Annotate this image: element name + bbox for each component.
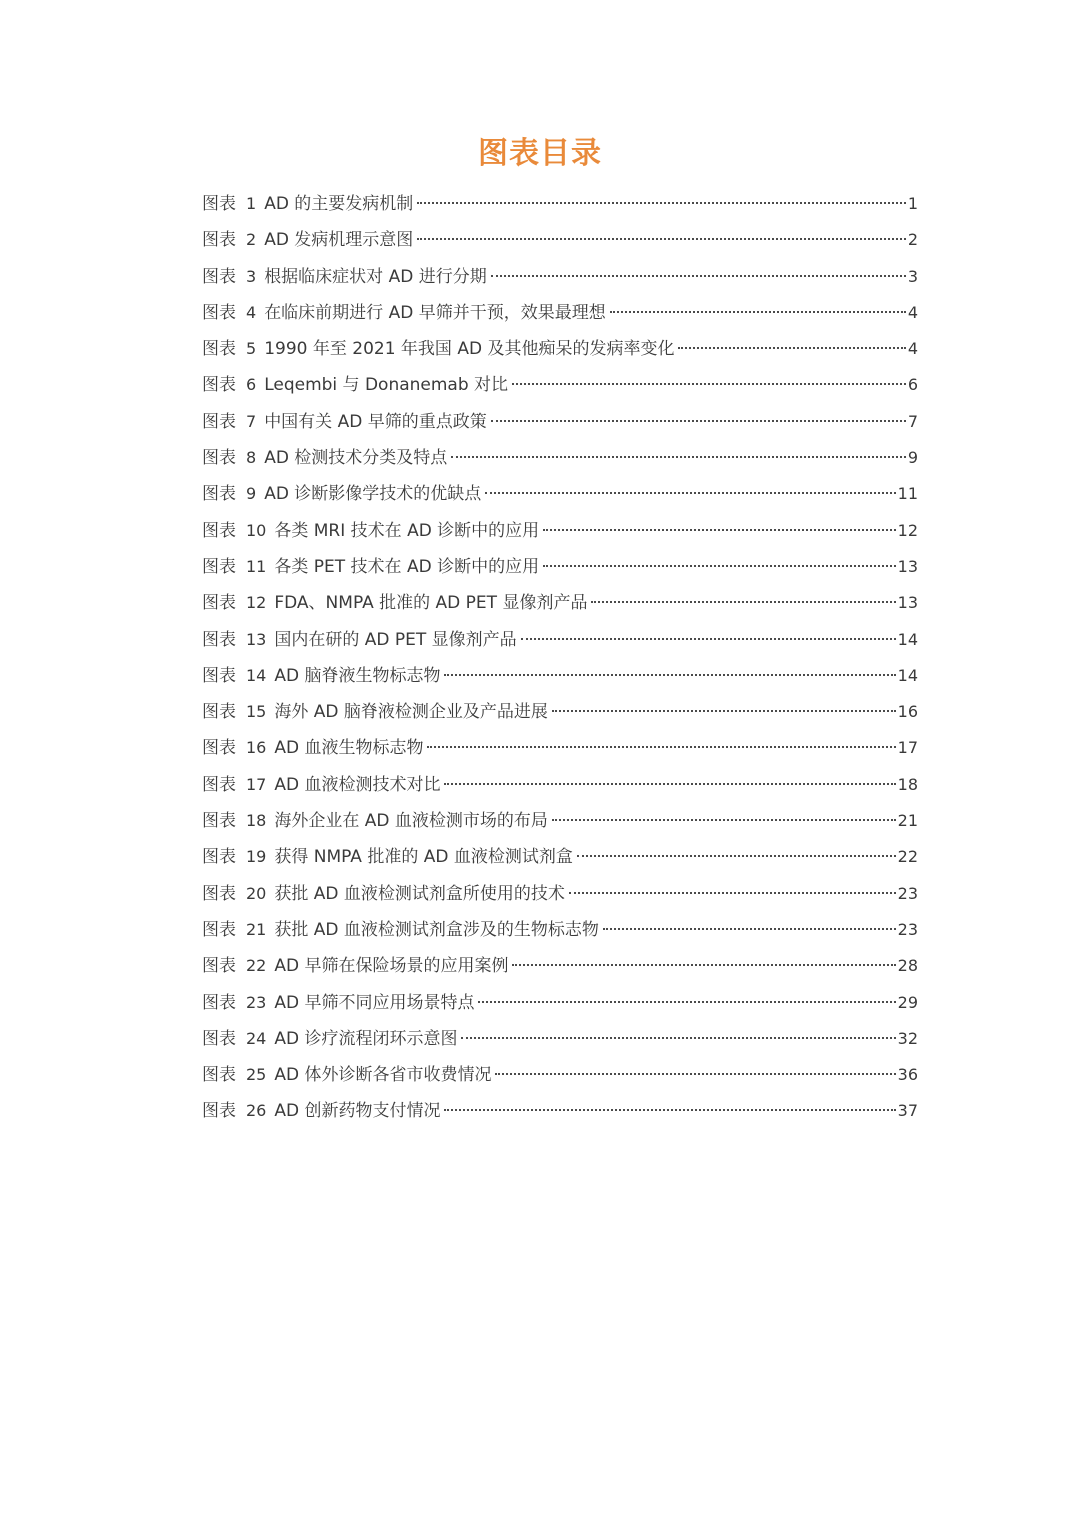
toc-dot-leader xyxy=(491,275,906,277)
toc-entry-prefix: 图表 xyxy=(202,1065,236,1086)
toc-dot-leader xyxy=(591,601,895,603)
figure-toc-list xyxy=(202,186,918,1130)
toc-entry-number: 1 xyxy=(246,194,257,213)
toc-entry-number: 11 xyxy=(246,556,267,576)
toc-entry-title: AD 血液生物标志物 xyxy=(274,738,424,759)
toc-entry-number: 10 xyxy=(246,520,267,540)
toc-entry-title: FDA、NMPA 批准的 AD PET 显像剂产品 xyxy=(274,593,588,614)
toc-entry-number: 17 xyxy=(246,774,267,794)
toc-entry-page: 4 xyxy=(907,339,918,359)
toc-entry[interactable] xyxy=(202,658,918,694)
toc-dot-leader xyxy=(521,638,896,640)
toc-entry[interactable] xyxy=(202,767,918,803)
toc-entry-number: 5 xyxy=(246,339,257,359)
toc-entry[interactable] xyxy=(202,622,918,658)
toc-entry-page: 14 xyxy=(897,629,918,649)
toc-entry-title: AD 血液检测技术对比 xyxy=(274,774,441,795)
toc-entry-page: 13 xyxy=(897,556,918,576)
toc-entry-prefix: 图表 xyxy=(202,956,236,977)
toc-dot-leader xyxy=(451,456,906,458)
page-title: 图表目录 xyxy=(478,136,602,171)
toc-entry[interactable] xyxy=(202,186,918,222)
toc-entry[interactable] xyxy=(202,295,918,331)
toc-entry[interactable] xyxy=(202,476,918,512)
toc-dot-leader xyxy=(444,674,895,676)
toc-dot-leader xyxy=(495,1073,895,1075)
toc-entry-prefix: 图表 xyxy=(202,520,236,541)
toc-entry-prefix: 图表 xyxy=(202,593,236,614)
toc-entry-prefix: 图表 xyxy=(202,847,236,868)
toc-entry-number: 6 xyxy=(246,375,257,395)
toc-dot-leader xyxy=(512,964,895,966)
toc-entry-page: 22 xyxy=(897,847,918,867)
toc-entry-page: 12 xyxy=(897,520,918,540)
toc-entry-title: 根据临床症状对 AD 进行分期 xyxy=(264,266,487,287)
toc-dot-leader xyxy=(417,202,906,204)
toc-entry-number: 14 xyxy=(246,665,267,685)
toc-entry-title: 获批 AD 血液检测试剂盒所使用的技术 xyxy=(274,883,565,904)
toc-entry-title: AD 早筛在保险场景的应用案例 xyxy=(274,956,509,977)
toc-entry[interactable] xyxy=(202,404,918,440)
toc-entry-page: 37 xyxy=(897,1101,918,1121)
toc-entry-page: 6 xyxy=(907,375,918,395)
toc-dot-leader xyxy=(543,565,896,567)
toc-entry-number: 21 xyxy=(246,919,267,939)
toc-entry-prefix: 图表 xyxy=(202,811,236,832)
toc-entry-prefix: 图表 xyxy=(202,629,236,650)
toc-entry-prefix: 图表 xyxy=(202,1101,236,1122)
toc-entry-page: 13 xyxy=(897,593,918,613)
toc-dot-leader xyxy=(552,710,896,712)
toc-entry[interactable] xyxy=(202,876,918,912)
toc-entry-page: 4 xyxy=(907,302,918,322)
toc-dot-leader xyxy=(444,1109,895,1111)
toc-entry-number: 2 xyxy=(246,230,257,250)
toc-entry-title: 在临床前期进行 AD 早筛并干预，效果最理想 xyxy=(264,302,606,323)
toc-entry-page: 23 xyxy=(897,883,918,903)
toc-dot-leader xyxy=(461,1037,895,1039)
toc-entry-title: AD 发病机理示意图 xyxy=(264,230,414,251)
toc-entry-title: AD 检测技术分类及特点 xyxy=(264,448,448,469)
toc-entry-prefix: 图表 xyxy=(202,556,236,577)
toc-entry-title: AD 体外诊断各省市收费情况 xyxy=(274,1065,492,1086)
toc-entry-page: 32 xyxy=(897,1028,918,1048)
toc-entry-number: 24 xyxy=(246,1028,267,1048)
toc-entry[interactable] xyxy=(202,694,918,730)
toc-entry[interactable] xyxy=(202,259,918,295)
toc-entry-page: 21 xyxy=(897,811,918,831)
toc-entry-prefix: 图表 xyxy=(202,702,236,723)
toc-entry[interactable] xyxy=(202,1057,918,1093)
toc-entry-prefix: 图表 xyxy=(202,448,236,469)
toc-entry[interactable] xyxy=(202,331,918,367)
toc-entry-number: 8 xyxy=(246,448,257,468)
toc-entry-title: 获批 AD 血液检测试剂盒涉及的生物标志物 xyxy=(274,919,599,940)
toc-entry[interactable] xyxy=(202,803,918,839)
toc-dot-leader xyxy=(543,529,895,531)
toc-entry[interactable] xyxy=(202,839,918,875)
toc-entry-page: 36 xyxy=(897,1065,918,1085)
toc-entry-page: 7 xyxy=(907,411,918,431)
toc-entry-number: 19 xyxy=(246,847,267,867)
toc-entry[interactable] xyxy=(202,1093,918,1129)
toc-dot-leader xyxy=(577,855,896,857)
toc-entry[interactable] xyxy=(202,730,918,766)
toc-entry[interactable] xyxy=(202,912,918,948)
toc-entry-number: 22 xyxy=(246,956,267,976)
toc-entry-prefix: 图表 xyxy=(202,266,236,287)
toc-entry-number: 26 xyxy=(246,1101,267,1121)
toc-entry-number: 4 xyxy=(246,302,257,322)
toc-entry-prefix: 图表 xyxy=(202,339,236,360)
toc-entry[interactable] xyxy=(202,440,918,476)
toc-entry-page: 29 xyxy=(897,992,918,1012)
toc-entry-title: 海外企业在 AD 血液检测市场的布局 xyxy=(274,811,548,832)
toc-dot-leader xyxy=(478,1001,895,1003)
toc-entry-title: 各类 MRI 技术在 AD 诊断中的应用 xyxy=(274,520,540,541)
toc-entry-page: 9 xyxy=(907,448,918,468)
toc-entry-title: 1990 年至 2021 年我国 AD 及其他痴呆的发病率变化 xyxy=(264,339,675,360)
toc-entry-prefix: 图表 xyxy=(202,738,236,759)
toc-entry[interactable] xyxy=(202,222,918,258)
toc-entry-prefix: 图表 xyxy=(202,411,236,432)
toc-entry-title: 海外 AD 脑脊液检测企业及产品进展 xyxy=(274,702,548,723)
toc-entry-page: 23 xyxy=(897,919,918,939)
toc-dot-leader xyxy=(678,347,905,349)
toc-entry-number: 16 xyxy=(246,738,267,758)
toc-entry-page: 17 xyxy=(897,738,918,758)
toc-entry-page: 3 xyxy=(907,266,918,286)
toc-entry-title: AD 早筛不同应用场景特点 xyxy=(274,992,475,1013)
toc-entry-number: 12 xyxy=(246,593,267,613)
toc-entry-prefix: 图表 xyxy=(202,302,236,323)
toc-dot-leader xyxy=(603,928,896,930)
toc-entry-prefix: 图表 xyxy=(202,919,236,940)
toc-entry-prefix: 图表 xyxy=(202,883,236,904)
toc-entry-page: 18 xyxy=(897,774,918,794)
toc-entry-prefix: 图表 xyxy=(202,774,236,795)
toc-entry-number: 7 xyxy=(246,411,257,431)
toc-dot-leader xyxy=(569,892,896,894)
toc-entry-number: 25 xyxy=(246,1065,267,1085)
toc-entry-page: 11 xyxy=(897,484,918,504)
toc-entry-number: 23 xyxy=(246,992,267,1012)
toc-entry-prefix: 图表 xyxy=(202,194,236,214)
toc-entry-prefix: 图表 xyxy=(202,230,236,251)
toc-entry-title: Leqembi 与 Donanemab 对比 xyxy=(264,375,509,396)
toc-dot-leader xyxy=(485,492,895,494)
toc-entry-title: 国内在研的 AD PET 显像剂产品 xyxy=(274,629,517,650)
toc-entry[interactable] xyxy=(202,513,918,549)
toc-entry-title: AD 诊疗流程闭环示意图 xyxy=(274,1028,458,1049)
toc-entry-title: 各类 PET 技术在 AD 诊断中的应用 xyxy=(274,556,540,577)
toc-dot-leader xyxy=(491,420,906,422)
toc-entry-prefix: 图表 xyxy=(202,1028,236,1049)
toc-entry-title: AD 诊断影像学技术的优缺点 xyxy=(264,484,482,505)
toc-dot-leader xyxy=(417,238,906,240)
toc-entry[interactable] xyxy=(202,1021,918,1057)
toc-dot-leader xyxy=(427,746,895,748)
toc-entry-prefix: 图表 xyxy=(202,992,236,1013)
toc-entry-number: 18 xyxy=(246,811,267,831)
toc-entry-number: 20 xyxy=(246,883,267,903)
toc-entry[interactable] xyxy=(202,948,918,984)
toc-entry-title: AD 脑脊液生物标志物 xyxy=(274,665,441,686)
toc-entry-prefix: 图表 xyxy=(202,665,236,686)
toc-dot-leader xyxy=(552,819,896,821)
toc-entry-number: 15 xyxy=(246,702,267,722)
toc-entry-title: AD 创新药物支付情况 xyxy=(274,1101,441,1122)
toc-entry-prefix: 图表 xyxy=(202,375,236,396)
toc-entry[interactable] xyxy=(202,549,918,585)
toc-entry[interactable] xyxy=(202,585,918,621)
toc-entry-prefix: 图表 xyxy=(202,484,236,505)
toc-dot-leader xyxy=(444,783,895,785)
toc-entry-page: 28 xyxy=(897,956,918,976)
toc-entry-page: 1 xyxy=(907,194,918,213)
toc-entry-number: 3 xyxy=(246,266,257,286)
toc-dot-leader xyxy=(512,383,906,385)
toc-entry-page: 14 xyxy=(897,665,918,685)
toc-entry-title: AD 的主要发病机制 xyxy=(264,194,414,214)
toc-entry-number: 9 xyxy=(246,484,257,504)
toc-entry-page: 16 xyxy=(897,702,918,722)
toc-entry[interactable] xyxy=(202,985,918,1021)
toc-entry-page: 2 xyxy=(907,230,918,250)
toc-entry[interactable] xyxy=(202,367,918,403)
toc-dot-leader xyxy=(610,311,906,313)
toc-entry-title: 中国有关 AD 早筛的重点政策 xyxy=(264,411,487,432)
toc-entry-number: 13 xyxy=(246,629,267,649)
toc-entry-title: 获得 NMPA 批准的 AD 血液检测试剂盒 xyxy=(274,847,573,868)
